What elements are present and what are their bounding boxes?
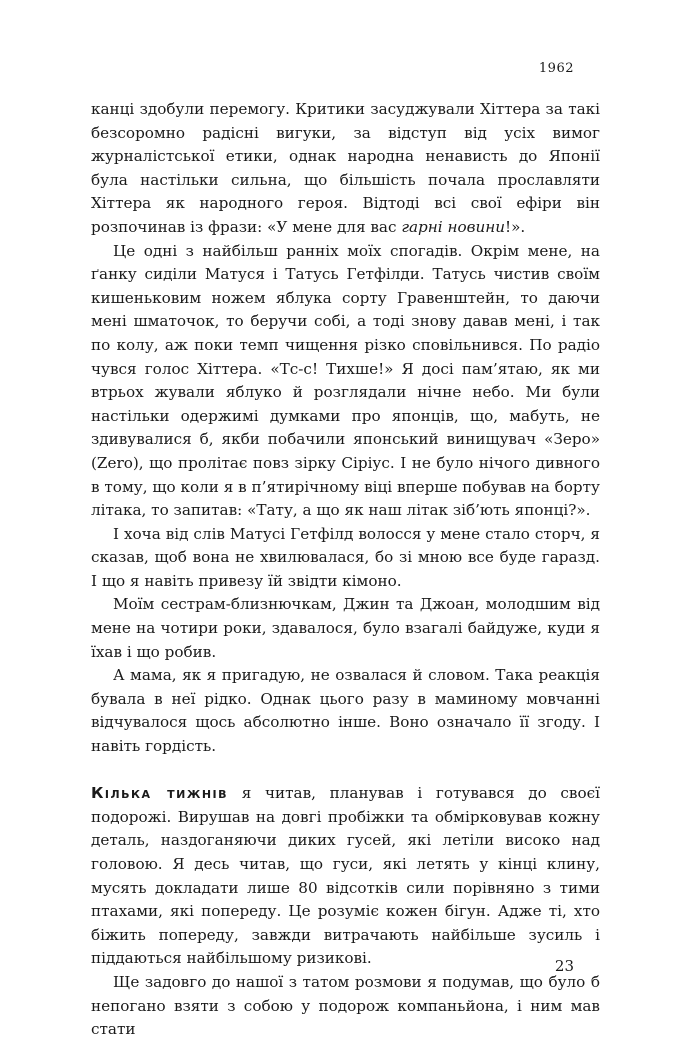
paragraph-4: Моїм сестрам-близнючкам, Джин та Джоан, молодшим від мене на чотири роки, здавалося, було взагалі байдуже, куди я їхав і що робив. bbox=[91, 595, 600, 661]
paragraph-2: Це одні з найбільш ранніх моїх спогадів. Окрім мене, на ґанку сиділи Матуся і Татусь Гетфілди. Татусь чистив своїм кишеньковим ножем яблука сорту Гравенштейн, то даючи мені шматочок, то беручи собі, а тоді знову давав мені, і так по колу, аж поки темп чищення різко сповільнився. По радіо чувся голос Хіттера. «Тс-с! Тихше!» Я досі пам’ятаю, як ми втрьох жували яблуко й розглядали нічне небо. Ми були настільки одержимі думками про японців, що, мабуть, не здивувалися б, якби побачили японський винищувач «Зеро» (Zero), що пролітає повз зірку Сіріус. І не було нічого дивного в тому, що коли я в п’ятирічному віці вперше побував на борту літака, то запитав: «Тату, а що як наш літак зіб’ють японці?». bbox=[91, 241, 600, 520]
section-paragraph-2: Ще задовго до нашої з татом розмови я подумав, що було б непогано взяти з собою у подорож компаньйона, і ним мав стати bbox=[91, 972, 600, 1039]
section-lead: Кілька тижнів bbox=[91, 784, 229, 803]
paragraph-3: І хоча від слів Матусі Гетфілд волосся у мене стало сторч, я сказав, щоб вона не хвилювалася, бо зі мною все буде гаразд. І що я навіть привезу їй звідти кімоно. bbox=[91, 524, 600, 590]
paragraph-1: канці здобули перемогу. Критики засуджували Хіттера за такі безсоромно радісні вигуки, за відступ від усіх вимог журналістської етики, однак народна ненависть до Японії була настільки сильна, що більшість почала прославляти Хіттера як народного героя. Відтоді всі свої ефіри він розпочинав із фрази: «У мене для вас гарні новини!». bbox=[91, 100, 600, 236]
section-paragraph-1: Кілька тижнів я читав, планував і готувався до своєї подорожі. Вирушав на довгі пробіжки та обмірковував кожну деталь, наздоганяючи диких гусей, які летіли високо над головою. Я десь читав, що гуси, які летять у кінці клину, мусять докладати лише 80 відсотків сили порівняно з тими птахами, які попереду. Це розуміє кожен бігун. Адже ті, хто біжить попереду, завжди витрачають найбільше зусиль і піддаються найбільшому ризикові. bbox=[91, 784, 600, 968]
paragraph-5: А мама, як я пригадую, не озвалася й словом. Така реакція бувала в неї рідко. Однак цього разу в маминому мовчанні відчувалося щось абсолютно інше. Воно означало її згоду. І навіть гордість. bbox=[91, 666, 600, 756]
body-text bbox=[91, 98, 600, 1042]
running-header: 1962 bbox=[538, 61, 574, 76]
page-number: 23 bbox=[554, 957, 574, 975]
